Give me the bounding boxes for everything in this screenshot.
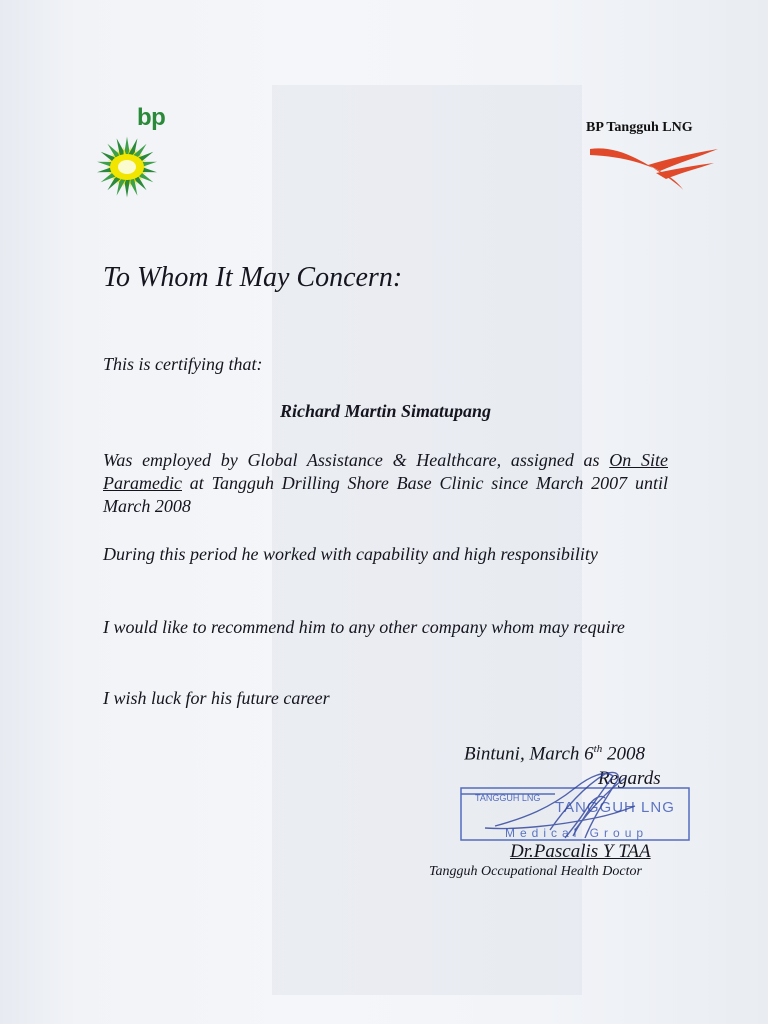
- svg-text:TANGGUH LNG: TANGGUH LNG: [475, 793, 541, 803]
- period-paragraph: During this period he worked with capability and high responsibility: [103, 544, 598, 564]
- bp-wordmark: bp: [137, 104, 166, 131]
- tangguh-lng-swoosh-icon: [588, 143, 720, 193]
- wishes-paragraph: I wish luck for his future career: [103, 688, 330, 708]
- employment-role: On Site Paramedic: [103, 450, 668, 493]
- intro-text: This is certifying that:: [103, 354, 263, 374]
- employment-suffix: at Tangguh Drilling Shore Base Clinic since March 2007 until March 2008: [103, 473, 668, 516]
- signer-name: Dr.Pascalis Y TAA: [510, 841, 651, 862]
- bp-helios-logo-icon: [80, 130, 174, 204]
- svg-text:TANGGUH LNG: TANGGUH LNG: [555, 799, 675, 816]
- date-year: 2008: [602, 743, 645, 765]
- signer-title: Tangguh Occupational Health Doctor: [429, 864, 642, 879]
- svg-text:Medical Group: Medical Group: [505, 826, 649, 840]
- date-superscript: th: [593, 743, 603, 755]
- place-date: [464, 743, 645, 765]
- employment-prefix: Was employed by Global Assistance & Healthcare, assigned as: [103, 450, 610, 470]
- recommendation-paragraph: I would like to recommend him to any other company whom may require: [103, 617, 625, 637]
- employee-name: Richard Martin Simatupang: [279, 401, 492, 421]
- date-prefix: Bintuni, March 6: [464, 743, 594, 765]
- company-name: BP Tangguh LNG: [586, 120, 693, 135]
- closing-regards: Regards: [598, 768, 661, 789]
- letter-heading: To Whom It May Concern:: [103, 262, 403, 293]
- employment-paragraph: [103, 449, 668, 518]
